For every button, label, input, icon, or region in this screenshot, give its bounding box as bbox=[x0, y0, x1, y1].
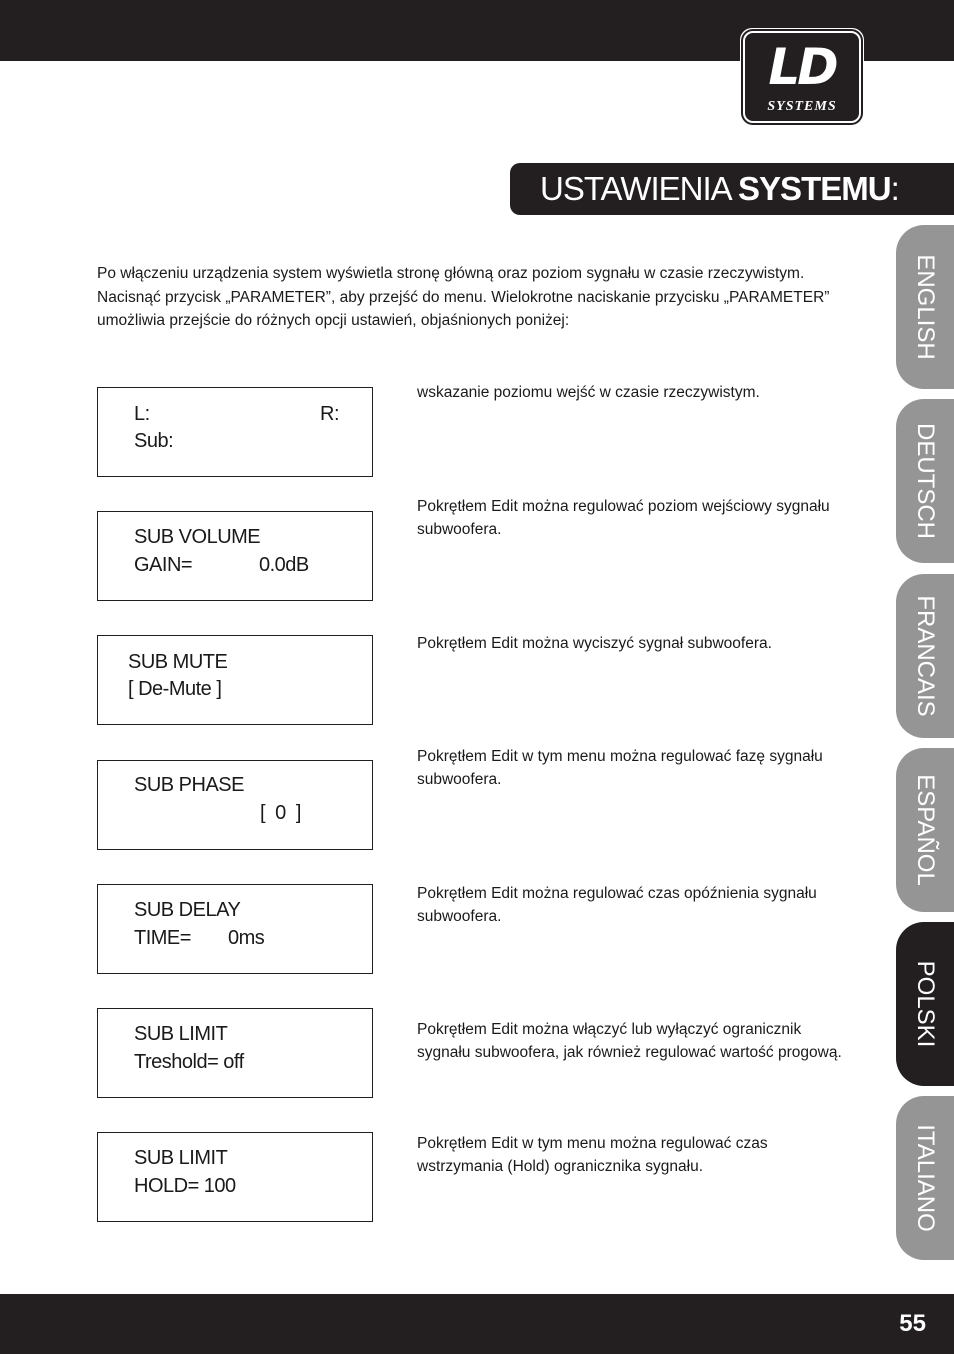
tab-deutsch-label: DEUTSCH bbox=[912, 422, 939, 540]
lcd-line-2: TIME= bbox=[134, 927, 191, 949]
section-title bbox=[510, 163, 954, 215]
lcd-line-1: SUB PHASE bbox=[134, 774, 244, 796]
lcd-line-2: Sub: bbox=[134, 430, 174, 452]
lcd-line-2-value: 0.0dB bbox=[259, 554, 309, 576]
lcd-line-1: SUB LIMIT bbox=[134, 1147, 228, 1169]
lcd-line-2: [ De-Mute ] bbox=[128, 678, 222, 700]
screen-description: Pokrętłem Edit w tym menu można regulować czas wstrzymania (Hold) ogranicznika sygnału. bbox=[417, 1135, 768, 1175]
lcd-screen-sub-limit-hold bbox=[97, 1132, 373, 1222]
logo-badge bbox=[743, 31, 861, 123]
lcd-screen-sub-mute bbox=[97, 635, 373, 725]
tab-english[interactable] bbox=[896, 225, 954, 389]
tab-polski[interactable] bbox=[896, 922, 954, 1086]
title-suffix: : bbox=[890, 170, 899, 207]
tab-espanol-label: ESPAÑOL bbox=[912, 774, 939, 886]
lcd-line-1: SUB VOLUME bbox=[134, 526, 261, 548]
intro-paragraph: Po włączeniu urządzenia system wyświetla stronę główną oraz poziom sygnału w czasie rzeczywistym. Nacisnąć przycisk „PARAMETER”, aby przejść do menu. Wielokrotne naciskanie przycisku „PARAMETER” umożliwia przejście do różnych opcji ustawień, objaśnionych poniżej: bbox=[97, 265, 830, 329]
logo-main-text: LD bbox=[768, 38, 836, 96]
tab-italiano-label: ITALIANO bbox=[912, 1124, 939, 1232]
ld-systems-logo bbox=[740, 28, 864, 126]
lcd-line-2: [ 0 ] bbox=[260, 802, 301, 824]
lcd-screen-sub-volume bbox=[97, 511, 373, 601]
tab-english-label: ENGLISH bbox=[912, 254, 939, 360]
lcd-screen-sub-phase bbox=[97, 760, 373, 850]
screen-description: Pokrętłem Edit można wyciszyć sygnał subwoofera. bbox=[417, 635, 772, 652]
screen-description: Pokrętłem Edit można włączyć lub wyłączyć ogranicznik sygnału subwoofera, jak również regulować wartość progową. bbox=[417, 1021, 842, 1061]
page-number: 55 bbox=[899, 1310, 926, 1337]
lcd-line-2: Treshold= off bbox=[134, 1051, 244, 1073]
tab-italiano[interactable] bbox=[896, 1096, 954, 1260]
lcd-line-2-value: 0ms bbox=[228, 927, 265, 949]
footer-bar bbox=[0, 1294, 954, 1354]
screen-description: Pokrętłem Edit można regulować poziom wejściowy sygnału subwoofera. bbox=[417, 498, 830, 538]
tab-polski-label: POLSKI bbox=[912, 960, 939, 1048]
screen-description: wskazanie poziomu wejść w czasie rzeczywistym. bbox=[417, 384, 760, 401]
lcd-screen-sub-limit-threshold bbox=[97, 1008, 373, 1098]
tab-francais[interactable] bbox=[896, 574, 954, 738]
lcd-line-1: SUB LIMIT bbox=[134, 1023, 228, 1045]
logo-sub-text: SYSTEMS bbox=[767, 99, 837, 114]
lcd-line-1-right: R: bbox=[320, 403, 339, 425]
lcd-line-2: HOLD= 100 bbox=[134, 1175, 236, 1197]
lcd-screen-levels bbox=[97, 387, 373, 477]
lcd-screen-sub-delay bbox=[97, 884, 373, 974]
tab-francais-label: FRANCAIS bbox=[912, 595, 939, 717]
lcd-line-1: SUB DELAY bbox=[134, 899, 241, 921]
title-bold: SYSTEMU bbox=[738, 170, 891, 207]
title-light: USTAWIENIA bbox=[540, 170, 739, 207]
screen-description: Pokrętłem Edit w tym menu można regulować fazę sygnału subwoofera. bbox=[417, 748, 823, 788]
tab-deutsch[interactable] bbox=[896, 399, 954, 563]
lcd-line-1: L: bbox=[134, 403, 150, 425]
lcd-line-1: SUB MUTE bbox=[128, 651, 228, 673]
screen-description: Pokrętłem Edit można regulować czas opóźnienia sygnału subwoofera. bbox=[417, 885, 817, 925]
lcd-line-2: GAIN= bbox=[134, 554, 193, 576]
tab-espanol[interactable] bbox=[896, 748, 954, 912]
